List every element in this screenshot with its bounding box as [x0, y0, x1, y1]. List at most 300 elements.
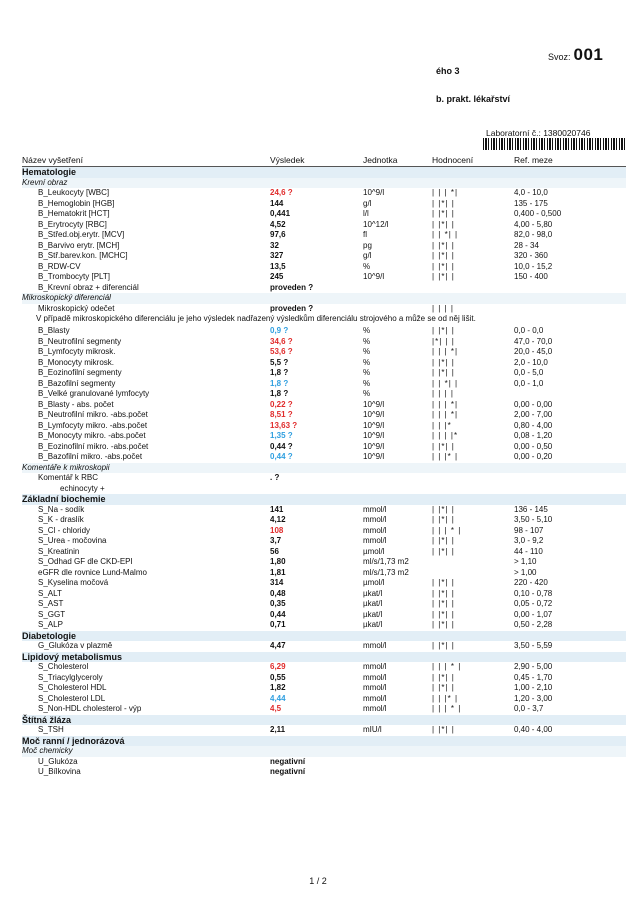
test-result: 1,8 ? — [270, 378, 289, 388]
test-name: Mikroskopický odečet — [38, 303, 115, 313]
test-unit: µkat/l — [363, 620, 383, 629]
test-result: 0,71 — [270, 620, 286, 629]
note-row — [22, 314, 626, 326]
test-evaluation: | |*| | — [432, 504, 455, 514]
test-result: 314 — [270, 578, 284, 587]
test-name: Komentář k RBC — [38, 473, 99, 482]
test-unit: 10^9/l — [363, 410, 385, 419]
test-reference-range: 2,90 - 5,00 — [514, 662, 553, 671]
test-reference-range: 20,0 - 45,0 — [514, 347, 553, 356]
test-result: 53,6 ? — [270, 347, 293, 356]
table-row — [22, 568, 626, 579]
subsection-title: Mikroskopický diferenciál — [22, 293, 111, 302]
table-row — [22, 251, 626, 262]
test-unit: % — [363, 378, 371, 388]
col-result: Výsledek — [270, 155, 305, 165]
test-unit: µkat/l — [363, 599, 383, 608]
test-name: B_Eozinofilní mikro. -abs.počet — [38, 441, 149, 451]
test-reference-range: 0,45 - 1,70 — [514, 672, 553, 682]
table-row — [22, 704, 626, 715]
test-evaluation: | |*| | — [432, 240, 455, 250]
test-name: B_Hemoglobin [HGB] — [38, 198, 115, 208]
test-reference-range: 0,08 - 1,20 — [514, 431, 553, 440]
test-name: B_Stř.barev.kon. [MCHC] — [38, 251, 128, 260]
lab-number-value: 1380020746 — [543, 128, 591, 138]
test-reference-range: 136 - 145 — [514, 504, 548, 514]
test-name: S_K - draslík — [38, 515, 84, 524]
test-unit: mmol/l — [363, 504, 387, 514]
test-reference-range: 0,0 - 5,0 — [514, 368, 544, 377]
test-result: 108 — [270, 525, 284, 535]
test-reference-range: 1,00 - 2,10 — [514, 683, 553, 692]
test-name: S_Cholesterol — [38, 662, 89, 671]
section-heading — [22, 631, 626, 642]
test-name: S_Na - sodík — [38, 504, 85, 514]
test-result: 4,12 — [270, 515, 286, 524]
test-unit: 10^9/l — [363, 431, 385, 440]
test-reference-range: 0,10 - 0,78 — [514, 588, 553, 598]
test-result: 13,5 — [270, 261, 286, 271]
test-unit: mmol/l — [363, 525, 387, 535]
test-evaluation: | | | * | — [432, 525, 462, 535]
test-unit: 10^9/l — [363, 272, 385, 281]
test-result: 32 — [270, 240, 279, 250]
table-row — [22, 683, 626, 694]
test-unit: mmol/l — [363, 672, 387, 682]
test-name: S_Cholesterol LDL — [38, 693, 106, 703]
test-name: S_Urea - močovina — [38, 536, 107, 545]
table-row — [22, 368, 626, 379]
table-row — [22, 347, 626, 358]
test-evaluation: | |*| | — [432, 198, 455, 208]
test-unit: ml/s/1,73 m2 — [363, 567, 409, 577]
test-result: 0,44 ? — [270, 441, 293, 451]
section-title: Diabetologie — [22, 630, 77, 641]
table-row — [22, 673, 626, 684]
test-reference-range: 44 - 110 — [514, 546, 543, 556]
test-evaluation: |*| | | — [432, 336, 455, 346]
test-evaluation: | | | | — [432, 303, 454, 313]
test-evaluation: | | *| | — [432, 378, 459, 388]
test-result: 1,8 ? — [270, 368, 289, 377]
table-row — [22, 389, 626, 400]
test-reference-range: 28 - 34 — [514, 240, 539, 250]
test-unit: % — [363, 389, 371, 398]
test-unit: µkat/l — [363, 609, 383, 619]
test-reference-range: 0,0 - 0,0 — [514, 326, 544, 335]
test-result: 4,52 — [270, 219, 286, 229]
section-heading — [22, 715, 626, 726]
test-name: S_Odhad GF dle CKD-EPI — [38, 557, 133, 566]
test-result: 1,80 — [270, 557, 286, 566]
test-result: proveden ? — [270, 303, 314, 313]
test-evaluation: | | | * | — [432, 662, 462, 671]
test-unit: g/l — [363, 198, 372, 208]
test-result: proveden ? — [270, 282, 314, 292]
test-reference-range: 0,0 - 3,7 — [514, 704, 544, 713]
test-result: 1,82 — [270, 683, 286, 692]
svoz-label-text: Svoz: — [548, 52, 571, 62]
test-unit: mmol/l — [363, 683, 387, 692]
test-result: 13,63 ? — [270, 420, 298, 430]
test-result: 6,29 — [270, 662, 286, 671]
table-row — [22, 283, 626, 294]
test-result: 1,35 ? — [270, 431, 293, 440]
test-result: 0,48 — [270, 588, 286, 598]
test-name: eGFR dle rovnice Lund-Malmo — [38, 567, 147, 577]
table-row — [22, 757, 626, 768]
test-result: 245 — [270, 272, 284, 281]
test-evaluation: | | | *| — [432, 410, 459, 419]
table-row — [22, 599, 626, 610]
col-evaluation: Hodnocení — [432, 155, 474, 165]
section-title: Hematologie — [22, 167, 77, 177]
section-title: Moč ranní / jednorázová — [22, 735, 125, 746]
test-name: B_Leukocyty [WBC] — [38, 188, 110, 197]
table-row — [22, 241, 626, 252]
test-name: G_Glukóza v plazmě — [38, 641, 113, 650]
table-row — [22, 662, 626, 673]
test-unit: µmol/l — [363, 578, 385, 587]
table-row — [22, 515, 626, 526]
test-evaluation: | |*| | — [432, 357, 455, 367]
test-name: B_Lymfocyty mikrosk. — [38, 347, 116, 356]
test-reference-range: 1,20 - 3,00 — [514, 693, 553, 703]
test-unit: µkat/l — [363, 588, 383, 598]
test-reference-range: 47,0 - 70,0 — [514, 336, 553, 346]
test-unit: mmol/l — [363, 662, 387, 671]
test-reference-range: 4,0 - 10,0 — [514, 188, 548, 197]
barcode-image — [483, 138, 625, 150]
test-name: B_Bazofilní mikro. -abs.počet — [38, 452, 143, 461]
test-name: B_Bazofilní segmenty — [38, 378, 116, 388]
test-unit: ml/s/1,73 m2 — [363, 557, 409, 566]
subsection-title: Moč chemicky — [22, 746, 73, 755]
test-name: B_Eozinofilní segmenty — [38, 368, 122, 377]
test-evaluation: | | |* — [432, 420, 452, 430]
table-row — [22, 410, 626, 421]
test-reference-range: 0,40 - 4,00 — [514, 725, 553, 734]
test-unit: 10^9/l — [363, 420, 385, 430]
test-name: B_Neutrofilní segmenty — [38, 336, 122, 346]
test-evaluation: | |*| | — [432, 641, 455, 650]
header-address-line: ého 3 — [436, 66, 460, 76]
table-row — [22, 379, 626, 390]
table-row — [22, 694, 626, 705]
test-name: B_Neutrofilní mikro. -abs.počet — [38, 410, 148, 419]
test-result: 0,22 ? — [270, 399, 293, 409]
test-evaluation: | | |* | — [432, 452, 459, 461]
test-name: B_Velké granulované lymfocyty — [38, 389, 150, 398]
test-reference-range: 3,0 - 9,2 — [514, 536, 544, 545]
test-evaluation: | |*| | — [432, 261, 455, 271]
section-heading — [22, 167, 626, 178]
comment-text: echinocyty + — [60, 483, 105, 493]
test-evaluation: | |*| | — [432, 326, 455, 335]
test-reference-range: 0,50 - 2,28 — [514, 620, 553, 629]
test-result: 1,81 — [270, 567, 286, 577]
section-title: Lipidový metabolismus — [22, 651, 123, 662]
test-reference-range: 0,05 - 0,72 — [514, 599, 553, 608]
test-unit: mmol/l — [363, 536, 387, 545]
test-reference-range: 220 - 420 — [514, 578, 548, 587]
test-unit: % — [363, 357, 371, 367]
test-result: negativní — [270, 767, 306, 776]
test-name: B_Střed.obj.erytr. [MCV] — [38, 230, 125, 239]
test-result: 3,7 — [270, 536, 282, 545]
test-evaluation: | | | | — [432, 389, 454, 398]
section-heading — [22, 494, 626, 505]
test-result: negativní — [270, 756, 306, 766]
table-row — [22, 400, 626, 411]
test-reference-range: > 1,10 — [514, 557, 537, 566]
test-evaluation: | | | *| — [432, 347, 459, 356]
test-result: 4,5 — [270, 704, 282, 713]
table-row — [22, 767, 626, 778]
table-row — [22, 304, 626, 315]
test-name: S_Kreatinin — [38, 546, 80, 556]
test-unit: µmol/l — [363, 546, 385, 556]
test-unit: 10^9/l — [363, 399, 385, 409]
test-name: S_AST — [38, 599, 64, 608]
test-name: B_Erytrocyty [RBC] — [38, 219, 107, 229]
test-name: S_Cholesterol HDL — [38, 683, 107, 692]
test-name: S_ALT — [38, 588, 62, 598]
subsection-heading — [22, 178, 626, 189]
test-reference-range: 0,00 - 1,07 — [514, 609, 553, 619]
table-row — [22, 473, 626, 484]
test-unit: fl — [363, 230, 367, 239]
test-name: B_RDW-CV — [38, 261, 81, 271]
test-name: B_Monocyty mikrosk. — [38, 357, 115, 367]
test-result: 4,47 — [270, 641, 286, 650]
subsection-heading — [22, 463, 626, 474]
test-evaluation: | |*| | — [432, 578, 455, 587]
test-reference-range: 4,00 - 5,80 — [514, 219, 553, 229]
test-evaluation: | | | |* — [432, 431, 459, 440]
table-row — [22, 188, 626, 199]
table-row — [22, 536, 626, 547]
test-result: 0,9 ? — [270, 326, 289, 335]
test-result: 327 — [270, 251, 284, 260]
test-evaluation: | |*| | — [432, 219, 455, 229]
table-row — [22, 326, 626, 337]
test-unit: % — [363, 326, 371, 335]
test-name: S_Cl - chloridy — [38, 525, 91, 535]
table-row — [22, 230, 626, 241]
test-name: B_Hematokrit [HCT] — [38, 209, 110, 218]
test-name: S_TSH — [38, 725, 64, 734]
table-row — [22, 337, 626, 348]
test-evaluation: | |*| | — [432, 515, 455, 524]
subsection-heading — [22, 293, 626, 304]
test-reference-range: 0,00 - 0,50 — [514, 441, 553, 451]
test-result: . ? — [270, 473, 280, 482]
test-evaluation: | |*| | — [432, 272, 455, 281]
test-unit: mmol/l — [363, 693, 387, 703]
table-row — [22, 641, 626, 652]
test-result: 8,51 ? — [270, 410, 293, 419]
test-result: 4,44 — [270, 693, 286, 703]
table-row — [22, 610, 626, 621]
test-reference-range: 98 - 107 — [514, 525, 544, 535]
test-name: B_Trombocyty [PLT] — [38, 272, 111, 281]
test-result: 0,44 ? — [270, 452, 293, 461]
test-result: 141 — [270, 504, 284, 514]
test-unit: mmol/l — [363, 515, 387, 524]
test-evaluation: | |*| | — [432, 725, 455, 734]
test-unit: 10^12/l — [363, 219, 389, 229]
section-title: Štítná žláza — [22, 714, 72, 725]
test-result: 24,6 ? — [270, 188, 293, 197]
test-evaluation: | |*| | — [432, 683, 455, 692]
test-evaluation: | |*| | — [432, 536, 455, 545]
section-heading — [22, 736, 626, 747]
test-unit: % — [363, 336, 371, 346]
test-evaluation: | | | * | — [432, 704, 462, 713]
svoz-number: 001 — [573, 45, 604, 64]
test-reference-range: > 1,00 — [514, 567, 537, 577]
test-evaluation: | | | *| — [432, 188, 459, 197]
test-name: S_Kyselina močová — [38, 578, 109, 587]
test-name: S_Non-HDL cholesterol - výp — [38, 704, 142, 713]
table-row — [22, 421, 626, 432]
test-evaluation: | |*| | — [432, 599, 455, 608]
test-reference-range: 320 - 360 — [514, 251, 548, 260]
test-evaluation: | |*| | — [432, 209, 455, 218]
table-row — [22, 620, 626, 631]
test-name: B_Barvivo erytr. [MCH] — [38, 240, 120, 250]
table-row — [22, 725, 626, 736]
table-row — [22, 589, 626, 600]
test-reference-range: 82,0 - 98,0 — [514, 230, 553, 239]
table-row — [22, 526, 626, 537]
lab-number — [486, 128, 590, 138]
table-row — [22, 358, 626, 369]
test-result: 2,11 — [270, 725, 286, 734]
lab-number-label: Laboratorní č.: — [486, 128, 541, 138]
table-row — [22, 578, 626, 589]
test-unit: mIU/l — [363, 725, 382, 734]
test-result: 1,8 ? — [270, 389, 289, 398]
section-heading — [22, 652, 626, 663]
test-unit: pg — [363, 240, 372, 250]
test-unit: 10^9/l — [363, 452, 385, 461]
svoz-label — [548, 45, 603, 65]
table-row — [22, 452, 626, 463]
test-name: U_Glukóza — [38, 756, 78, 766]
test-reference-range: 0,400 - 0,500 — [514, 209, 562, 218]
table-row — [22, 262, 626, 273]
test-result: 0,55 — [270, 672, 286, 682]
test-reference-range: 2,0 - 10,0 — [514, 357, 548, 367]
test-evaluation: | | | *| — [432, 399, 459, 409]
test-result: 0,441 — [270, 209, 291, 218]
table-row — [22, 442, 626, 453]
test-name: B_Krevní obraz + diferenciál — [38, 282, 139, 292]
test-unit: % — [363, 368, 371, 377]
column-header — [22, 155, 626, 167]
test-unit: mmol/l — [363, 641, 387, 650]
test-reference-range: 150 - 400 — [514, 272, 548, 281]
test-evaluation: | |*| | — [432, 620, 455, 629]
test-result: 97,6 — [270, 230, 286, 239]
test-name: B_Monocyty mikro. -abs.počet — [38, 431, 146, 440]
col-name: Název vyšetření — [22, 155, 83, 165]
test-reference-range: 0,00 - 0,00 — [514, 399, 553, 409]
subsection-title: Krevní obraz — [22, 177, 68, 187]
test-unit: % — [363, 347, 371, 356]
test-name: S_GGT — [38, 609, 66, 619]
test-result: 0,35 — [270, 599, 286, 608]
test-result: 5,5 ? — [270, 357, 289, 367]
test-name: B_Blasty - abs. počet — [38, 399, 114, 409]
test-reference-range: 135 - 175 — [514, 198, 548, 208]
page-number: 1 / 2 — [309, 876, 327, 886]
test-reference-range: 2,00 - 7,00 — [514, 410, 553, 419]
test-result: 144 — [270, 198, 284, 208]
results-table — [22, 167, 626, 778]
col-unit: Jednotka — [363, 155, 398, 165]
test-reference-range: 3,50 - 5,59 — [514, 641, 553, 650]
test-unit: % — [363, 261, 371, 271]
col-ref: Ref. meze — [514, 155, 553, 165]
table-row — [22, 547, 626, 558]
test-name: B_Lymfocyty mikro. -abs.počet — [38, 420, 148, 430]
table-row — [22, 431, 626, 442]
table-row — [22, 557, 626, 568]
test-evaluation: | |*| | — [432, 588, 455, 598]
test-result: 56 — [270, 546, 279, 556]
test-unit: 10^9/l — [363, 441, 385, 451]
table-row — [22, 505, 626, 516]
table-row — [22, 272, 626, 283]
test-evaluation: | |*| | — [432, 441, 455, 451]
test-evaluation: | |*| | — [432, 609, 455, 619]
test-reference-range: 10,0 - 15,2 — [514, 261, 553, 271]
test-name: S_Triacylglyceroly — [38, 672, 103, 682]
table-row — [22, 209, 626, 220]
test-evaluation: | | *| | — [432, 230, 459, 239]
test-name: B_Blasty — [38, 326, 70, 335]
test-reference-range: 0,00 - 0,20 — [514, 452, 553, 461]
table-row — [22, 199, 626, 210]
section-title: Základní biochemie — [22, 494, 106, 504]
test-result: 34,6 ? — [270, 336, 293, 346]
test-result: 0,44 — [270, 609, 286, 619]
comment-row — [22, 484, 626, 495]
test-unit: g/l — [363, 251, 372, 260]
test-evaluation: | |*| | — [432, 251, 455, 260]
subsection-title: Komentáře k mikroskopii — [22, 462, 110, 472]
test-unit: 10^9/l — [363, 188, 385, 197]
test-unit: mmol/l — [363, 704, 387, 713]
table-row — [22, 220, 626, 231]
test-name: S_ALP — [38, 620, 63, 629]
test-name: U_Bílkovina — [38, 767, 81, 776]
test-evaluation: | |*| | — [432, 368, 455, 377]
test-unit: l/l — [363, 209, 369, 218]
test-reference-range: 0,80 - 4,00 — [514, 420, 553, 430]
test-evaluation: | |*| | — [432, 546, 455, 556]
test-reference-range: 0,0 - 1,0 — [514, 378, 544, 388]
test-evaluation: | |*| | — [432, 672, 455, 682]
subsection-heading — [22, 746, 626, 757]
test-evaluation: | | |* | — [432, 693, 459, 703]
note-text: V případě mikroskopického diferenciálu je jeho výsledek nadřazený výsledkům diferenciálu strojového a může se od něj lišit. — [36, 314, 476, 323]
test-reference-range: 3,50 - 5,10 — [514, 515, 553, 524]
header-department-line: b. prakt. lékařství — [436, 94, 511, 104]
